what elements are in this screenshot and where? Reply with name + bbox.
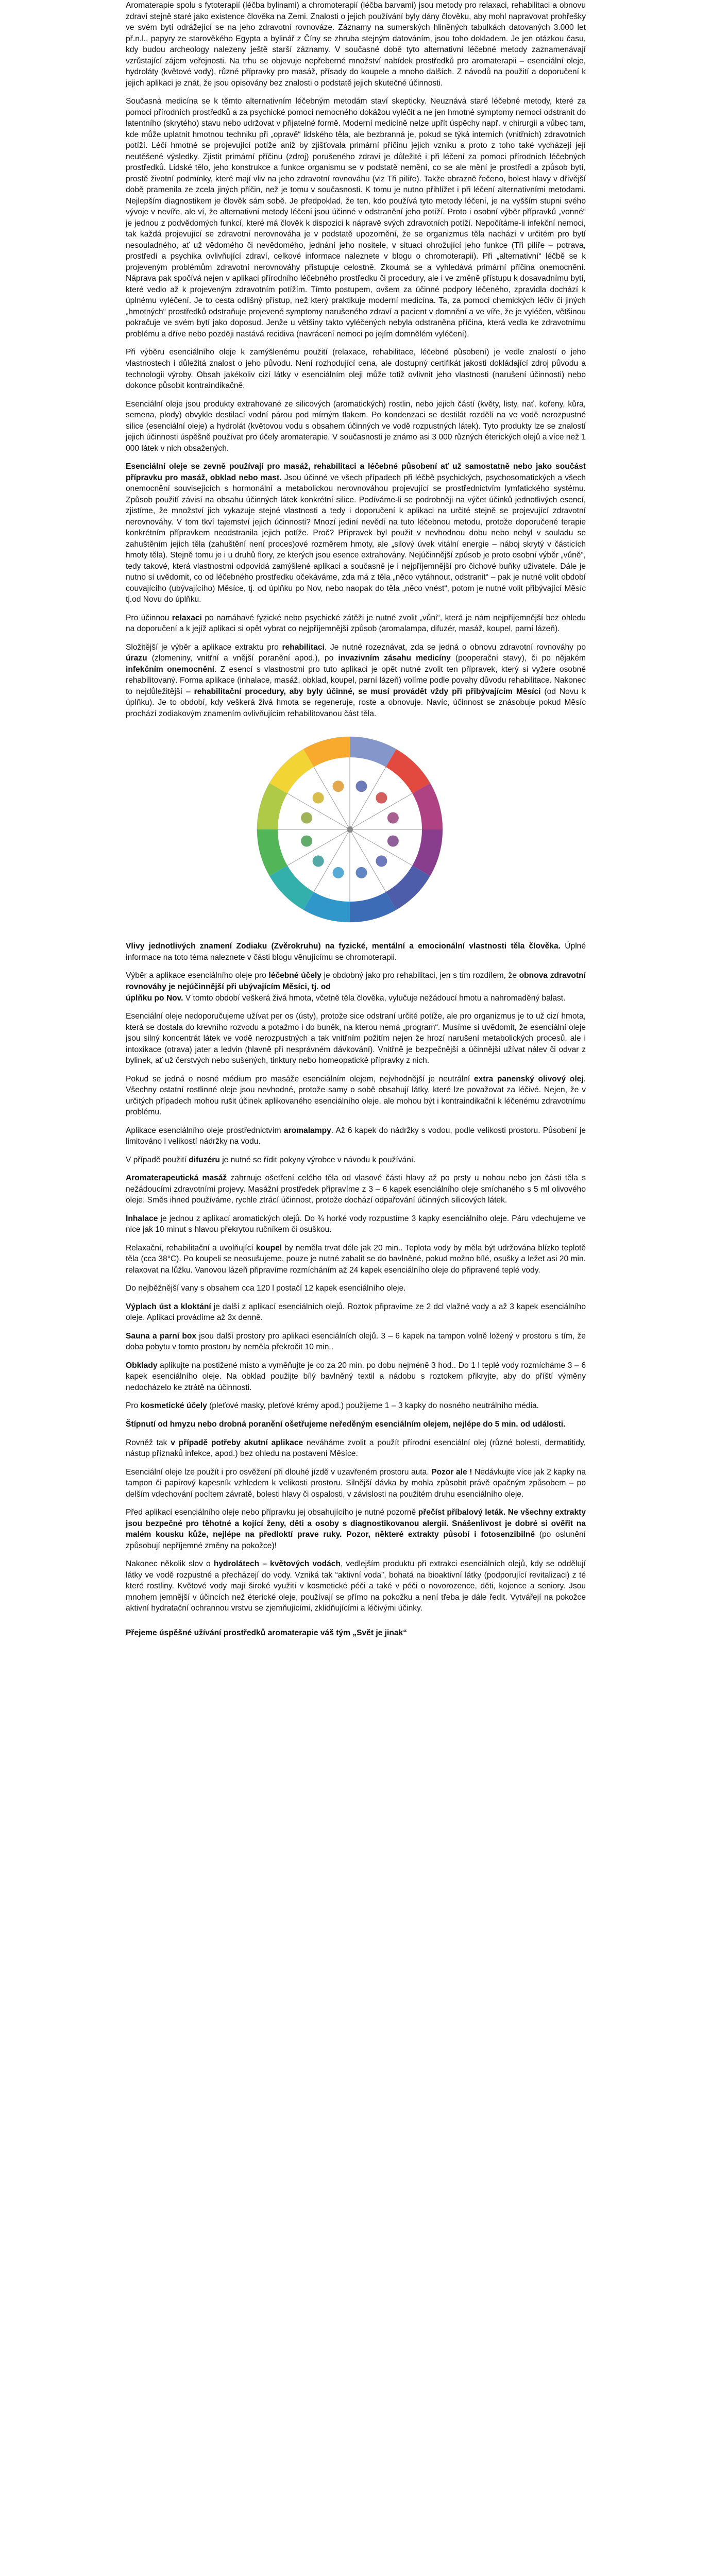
paragraph-q17 <box>126 1437 586 1460</box>
zodiac-sign-icon <box>333 867 344 878</box>
paragraph-q7 <box>126 1155 586 1166</box>
text-run: Aromaterapeutická masáž <box>126 1174 227 1183</box>
text-run: Inhalace <box>126 1214 158 1223</box>
zodiac-sign-icon <box>376 792 387 804</box>
text-run: aplikujte na postižené místo a vyměňujte je co za 20 min. po dobu nejméně 3 hod.. Do 1 l teplé vody rozmícháme 3 – 6 kapek esenciálního oleje. Na obklad použijte bílý bavlněný textil a nádobu s roztokem přikryjte, aby do příští výměny nedocházelo ke ztrátě na účinnosti. <box>126 1361 586 1392</box>
text-run: infekčním onemocnění <box>126 665 214 674</box>
text-run: jsou další prostory pro aplikaci esenciálních olejů. 3 – 6 kapek na tampon volně ložený v prostoru s tím, že doba pobytu v tomto prostoru by neměla překročit 10 min.. <box>126 1331 586 1352</box>
text-run: Aplikace esenciálního oleje prostřednictvím <box>126 1126 284 1135</box>
zodiac-sign-icon <box>356 781 367 792</box>
text-run: Pro <box>126 1401 141 1411</box>
text-run: Pozor ale ! <box>431 1467 472 1477</box>
paragraph-q4 <box>126 1011 586 1066</box>
text-run: úrazu <box>126 654 147 663</box>
closing-paragraph <box>126 1628 586 1639</box>
paragraph-p1 <box>126 0 586 89</box>
closing-line <box>126 1628 586 1639</box>
paragraph-q2 <box>126 970 586 992</box>
text-run: rehabilitační procedury, aby byly účinné, se musí provádět vždy při přibývajícím Měsíci <box>194 687 541 696</box>
text-run: Štípnutí od hmyzu nebo drobná poranění ošetřujeme neředěným esenciálním olejem, nejlépe do 5 min. od události. <box>126 1419 566 1429</box>
text-run: Pro účinnou <box>126 613 172 622</box>
paragraph-q11 <box>126 1283 586 1294</box>
text-run: (od Novu k úplňku). Je to období, kdy veškerá živá hmota se regeneruje, roste a obnovuje. Navíc, účinnost se znásobuje pokud Měsíc prochází zodiakovým znamením ovlivňujícím rehabilitovanou část těla. <box>126 687 586 718</box>
paragraph-q5 <box>126 1074 586 1118</box>
text-run: invazivním zásahu medicíny <box>338 654 451 663</box>
text-run: koupel <box>256 1243 282 1252</box>
text-run: difuzéru <box>189 1155 220 1164</box>
text-run: Současná medicína se k těmto alternativním léčebným metodám staví skepticky. Neuznává staré léčebné metody, které za pomoci přírodních prostředků a za psychické pomoci nemocného dokážou vyléčit a ne jen hmotné symptomy nemoci odstranit do latentního (skrytého) stavu nebo udržovat v přijatelné formě. Moderní medicíně nelze upřít úspěchy např. v chirurgii a vůbec tam, kde může uplatnit hmotnou techniku při „opravě“ lidského těla, ale bezbranná je, pokud se týká interních (vnitřních) zdravotních potíží. Léčí hmotné se projevující potíže aniž by zjišťovala primární příčinu jejich vzniku a proto z toho také vycházejí její neutěšené výsledky. Zjistit primární příčinu (zdroj) porušeného zdraví je důležité i při léčení za pomoci přírodních léčebných prostředků. Lidské tělo, jeho konstrukce a funkce organismu se v podstatě nemění, co se ale mění je prostředí a způsob bytí, prostě životní podmínky, které mají vliv na jeho zdravotní rovnováhu (viz Tři pilíře). Takže obrazně řečeno, bolest hlavy v dřívější době pramenila ze zcela jiných příčin, než je tomu v současnosti. K tomu je nutno přihlížet i při léčení alternativními metodami. Nejlepším diagnostikem je člověk sám sobě. Je předpoklad, že ten, kdo používá tyto metody léčení, je na vyšším stupni svého vývoje v nevíře, ale ví, že alternativní metody léčení jsou účinné v odstranění jeho potíží. Proto i osobní výběr přípravků „vonné“ je jednou z podvědomých funkcí, které má člověk k dispozici k nápravě svých zdravotních potíží. Nepočítáme-li infekční nemoci, tak každá projevující se zdravotní nerovnováha je v podstatě upozornění, že se organizmus těla nachází v určitém pro bytí nesouladného, ať už vědomého či nevědomého, jednání jeho nositele, v situaci ohrožující jeho funkce (Tři pilíře – potrava, prostředí a psychika ovlivňující zdraví, celkové informace naleznete v blogu o chromoterapii). Při „alternativní“ léčbě se k projeveným problémům zdravotní nerovnováhy přistupuje celostně. Zkoumá se a vyhledává primární příčina onemocnění. Náprava pak spočívá nejen v aplikaci přírodního léčebného prostředku či procedury, ale i ve změně přístupu k dosavadnímu bytí, které vedlo až k projeveným zdravotním potížím. Tímto postupem, ovšem za účinné podpory léčeného, zpravidla dochází k úplnému vyléčení. Je to cesta odlišný přístup, než který praktikuje moderní medicína. Ta, za pomoci chemických léčiv či jiných „hmotných“ prostředků odstraňuje projevené symptomy narušeného zdraví a pacient v domnění a ve víře, že je vyléčen, většinou pokračuje ve svém bytí jako doposud. Jenže u většiny takto vyléčených nebyla odstraněna příčina, která vedla ke zdravotnímu problému a dříve nebo později nastává recidiva (navrácení nemoci po jejím domnělém vyléčení). <box>126 97 586 338</box>
text-run: Výběr a aplikace esenciálního oleje pro <box>126 971 269 980</box>
text-run: hydrolátech – květových vodách <box>213 1560 341 1569</box>
zodiac-sign-icon <box>333 781 344 792</box>
text-run: neváháme zvolit a použít přírodní esenciální olej (různé bolesti, dermatitidy, nástup příznaků infekce, apod.) bez ohledu na postavení Měsíce. <box>126 1438 586 1459</box>
zodiac-sign-icon <box>356 867 367 878</box>
zodiac-sign-icon <box>387 812 399 824</box>
text-run: je nutné se řídit pokyny výrobce v návodu k používání. <box>219 1155 416 1164</box>
text-run: Přejeme úspěšné užívání prostředků aromaterapie váš tým „Svět je jinak“ <box>126 1628 408 1637</box>
paragraph-q3 <box>126 993 586 1004</box>
paragraph-p4 <box>126 399 586 454</box>
text-run: Relaxační, rehabilitační a uvolňující <box>126 1243 256 1252</box>
text-run: Rovněž tak <box>126 1438 171 1447</box>
text-run: Esenciální oleje lze použít i pro osvěžení při dlouhé jízdě v uzavřeném prostoru auta. <box>126 1467 432 1477</box>
paragraph-p5 <box>126 461 586 605</box>
text-run: Při výběru esenciálního oleje k zamýšlenému použití (relaxace, rehabilitace, léčebné působení) je vedle znalostí o jeho vlastnostech i důležitá znalost o jeho původu. Není rozhodující cena, ale dostupný certifikát jakosti dokládající zdroj původu a technologii výroby. Obsah jakékoliv cizí látky v esenciálním oleji může totiž ovlivnit jeho vlastnosti (narušení účinnosti) nebo dokonce působit kontraindikačně. <box>126 348 586 391</box>
text-run: (pooperační stavy), či po nějakém <box>450 654 586 663</box>
text-run: v případě potřeby akutní aplikace <box>171 1438 303 1447</box>
paragraph-p6 <box>126 613 586 635</box>
text-run: by neměla trvat déle jak 20 min.. Teplota vody by měla být udržována blízko teplotě těla (cca 38°C). Po koupeli se neosušujeme, pouze je nutné zabalit se do bavlněné, pokud možno bílé, osušky a ležet asi 20 min. relaxovat na lůžku. Vanovou lázeň připravíme rozmícháním až 24 kapek esenciálního oleje do připravené teplé vody. <box>126 1243 586 1275</box>
text-run: úplňku po Nov. <box>126 993 183 1003</box>
zodiac-sign-icon <box>387 836 399 847</box>
paragraph-q1 <box>126 941 586 963</box>
zodiac-wheel-image <box>234 726 471 933</box>
paragraph-q8 <box>126 1173 586 1206</box>
document-page <box>126 0 586 1638</box>
paragraph-p3 <box>126 347 586 391</box>
paragraph-q14 <box>126 1360 586 1394</box>
text-run: . Z esencí s vlastnostmi pro tuto aplikaci je opět nutné zvolit ten přípravek, který si vyžere osobně rehabilitovaný. Forma aplikace (inhalace, masáž, obklad, koupel, parní lázeň) volíme podle povahy důvodu rehabilitace. Nakonec to nejdůležitější – <box>126 665 586 696</box>
text-run: . Je nutné rozeznávat, zda se jedná o obnovu zdravotní rovnováhy po <box>324 642 586 652</box>
text-run: Esenciální oleje se zevně používají pro masáž, rehabilitaci a léčebné působení ať už samostatně nebo jako součást přípravku pro masáž, obklad nebo mast. <box>126 462 586 482</box>
text-run: Esenciální oleje jsou produkty extrahované ze silicových (aromatických) rostlin, nebo jejich částí (květy, listy, nať, kořeny, kůra, semena, plody) obvykle destilací vodní párou pod mírným tlakem. Po kondenzaci se destilát rozdělí na ve vodě nerozpustné silice (esenciální oleje) a hydrolát (květovou vodu s obsahem účinných ve vodě rozpustných látek). Tyto produkty lze se znalostí jejich účinnosti úspěšně používat pro účely aromaterapie. V současnosti je známo asi 3 000 různých éterických olejů a více než 1 000 látek v nich obsažených. <box>126 399 586 453</box>
text-run: Nedávkujte více jak 2 kapky na tampon či papírový kapesník vzhledem k velikosti prostoru. Silnější dávka by mohla způsobit právě opačným způsobem – po delším vdechování pocítem závratě, bolesti hlavy či ospalosti, v závislosti na použitém druhu esenciálního oleje. <box>126 1467 586 1499</box>
text-run: kosmetické účely <box>140 1401 207 1411</box>
text-run: přečíst příbalový leták. Ne všechny extrakty jsou bezpečné pro těhotné a kojící ženy, děti a osoby s diagnostikovanou alergií. Snášenlivost je dobré si ověřit na malém kousku kůže, nejlépe na předloktí prave ruky. Pozor, některé extrakty působí i fotosenzibilně <box>126 1508 586 1539</box>
paragraph-p2 <box>126 96 586 340</box>
text-run: rehabilitaci <box>282 642 325 652</box>
paragraph-q20 <box>126 1558 586 1614</box>
text-run: relaxaci <box>172 613 202 622</box>
text-block-lower <box>126 941 586 1614</box>
zodiac-sign-icon <box>301 812 312 824</box>
paragraph-q19 <box>126 1507 586 1551</box>
paragraph-p7 <box>126 642 586 720</box>
paragraph-q16 <box>126 1419 586 1430</box>
text-run: (zlomeniny, vnitřní a vnější poranění apod.), po <box>147 654 338 663</box>
text-run: Jsou účinné ve všech případech při léčbě psychických, psychosomatických a všech onemocnění souvisejících s hormonální a metabolickou nerovnováhou projevující se prostřednictvím lymfatického systému. Způsob použití závisí na obsahu účinných látek konkrétní silice. Podívámе-li se podrobněji na výčet účinků jednotlivých esencí, zjistíme, že množství jich vykazuje stejné vlastnosti a tedy i doporučení k aplikaci na určité stejně se projevující zdravotní nerovnováhy. V tom tkví tajemství jejich účinnosti? Mnozí jediní nevědí na tuto léčebnou metodu, protože doporučené terapie konkrétním přípravkem neodstranila jejich potíže. Proč? Přípravek byl použit v nevhodnou dobu nebo nebyl v souladu se zahuštěním jejich těla (zahuštění není proces)ové rozměrem hmoty, ale „silový úvek vitální energie – náboj skrytý v částicích hmoty těla). Stejně tomu je i u druhů flory, ze kterých jsou esence extrahovány. Nejúčinnější způsob je proto osobní výběr „vůně“, tedy takové, která vlastnostmi odpovídá zamýšlené aplikaci a současně je i nejpříjemnější pro čichové buňky uživatele. Dále je nutno si uvědomit, co od léčebného prostředku očekáváme, zda má z těla „něco vytáhnout, odstranit“ – pak je nutné volit období couvajícího (ubývajícího) Měsíce, tj. od úplňku po Nov, nebo naopak do těla „něco vnést“, potom je nutné volit přibývající Měsíc tj.od Novu do úplňku. <box>126 473 586 604</box>
text-run: Sauna a parní box <box>126 1331 197 1341</box>
text-run: Vlivy jednotlivých znamení Zodiaku (Zvěrokruhu) na fyzické, mentální a emocionální vlastnosti těla člověka. <box>126 942 561 951</box>
text-run: Obklady <box>126 1361 158 1370</box>
paragraph-q15 <box>126 1400 586 1412</box>
zodiac-sign-icon <box>301 836 312 847</box>
text-run: Esenciální oleje nedoporučujeme užívat per os (ústy), protože sice odstraní určité potíže, ale pro organizmus je to už cizí hmota, která se dostala do krevního rozvodu a potažmo i do buněk, na kterou nemá „program“. Musíme si uvědomit, že esenciální oleje jsou silný koncentrát látek ve vodě nerozpustných a tak vnitřním požitím nejen že hrozí narušení metabolických procesů, ale i intoxikace (otrava) jater a ledvin (hlavně při nesprávném dávkování). Vnitřně je bezpečnější a účinnější užívat nálev či odvar z bylinek, ať už čerstvých nebo sušených, tinktury nebo homeopatické přípravky z nich. <box>126 1012 586 1065</box>
text-run: léčebné účely <box>268 971 321 980</box>
text-run: je další z aplikací esenciálních olejů. Roztok připravíme ze 2 dcl vlažné vody a až 3 kapek esenciálního oleje. Aplikaci provádíme až 3x denně. <box>126 1302 586 1323</box>
text-run: Pokud se jedná o nosné médium pro masáže esenciálním olejem, nejvhodnější je neutrální <box>126 1074 474 1083</box>
paragraph-q6 <box>126 1125 586 1147</box>
text-run: Složitější je výběr a aplikace extraktu pro <box>126 642 282 652</box>
text-run: Před aplikací esenciálního oleje nebo přípravku jej obsahujícího je nutné pozorně <box>126 1508 418 1517</box>
text-block-upper <box>126 0 586 719</box>
paragraph-q18 <box>126 1467 586 1500</box>
text-run: zahrnuje ošetření celého těla od vlasové části hlavy až po prsty u nohou nebo jen části těla s nežádoucími zdravotními projevy. Masážní prostředek připravíme z 3 – 6 kapek esenciálního oleje smíchaného s 5 ml olivového oleje. Směs ihned používáme, rychle ztrácí účinnost, protože dochází odpařování účinných silicových látek. <box>126 1174 586 1205</box>
text-run: Úplné informace na toto téma naleznete v části blogu věnujícímu se chromoterapii. <box>126 942 586 962</box>
zodiac-sign-icon <box>376 856 387 867</box>
text-run: . Až 6 kapek do nádržky s vodou, podle velikosti prostoru. Působení je limitováno i velikostí nádržky na vodu. <box>126 1126 586 1146</box>
text-run: (po oslunění způsobují nepříjemné změny na pokožce)! <box>126 1530 586 1550</box>
text-run: extra panenský olivový olej <box>473 1074 584 1083</box>
paragraph-q12 <box>126 1301 586 1324</box>
text-run: je jednou z aplikací aromatických olejů. Do ¾ horké vody rozpustíme 3 kapky esenciálního oleje. Páru vdechujeme ve nice jak 10 minut s hlavou překrytou ručníkem či osuškou. <box>126 1214 586 1234</box>
text-run: Aromaterapie spolu s fytoterapií (léčba bylinami) a chromoterapií (léčba barvami) jsou metody pro relaxaci, rehabilitaci a obnovu zdraví stejně staré jako existence člověka na Zemi. Znalosti o jejich používání byly dány člověku, aby mohl napravovat prohřešky ve svém bytí odrážející se na jeho zdravotní rovnováze. Záznamy na sumerských hliněných tabulkách datovaných 3.000 let př.n.l., papyry ze starověkého Egypta a bylinář z Číny se zhruba stejným datováním, jsou toho dokladem. Je jen otázkou času, kdy budou archeology nalezeny ještě starší záznamy. V současné době tyto alternativní léčebné metody zaznamenávají vzrůstající zájem veřejnosti. Na trhu se objevuje nepřeberné množství nabídek prostředků pro aromaterapii – esenciální oleje, hydroláty (květové vody), různé přípravky pro masáž, přísady do koupele a mnoho dalších. Z návodů na použití a doporučení k jejich aplikaci je znát, že jsou opisovány bez znalosti o podstatě jejich skutečné účinnosti. <box>126 1 586 88</box>
text-run: . Všechny ostatní rostlinné oleje jsou nevhodné, protože samy o sobě obsahují látky, které lze považovat za léčivé. Nejen, že v určitých případech mohou rušit účinek aplikovaného esenciálního oleje, ale mohou být i kontraindikační k léčenému zdravotnímu problému. <box>126 1074 586 1117</box>
text-run: aromalampy <box>283 1126 331 1135</box>
text-run: je obdobný jako pro rehabilitaci, jen s tím rozdílem, že <box>321 971 519 980</box>
wheel-hub <box>347 826 353 833</box>
text-run: obnova zdravotní rovnováhy je nejúčinnější při ubývajícím Měsíci, tj. od <box>126 971 586 991</box>
zodiac-sign-icon <box>313 856 324 867</box>
zodiac-wheel-figure <box>126 724 586 936</box>
zodiac-sign-icon <box>313 792 324 804</box>
paragraph-q13 <box>126 1331 586 1353</box>
text-run: (pleťové masky, pleťové krémy apod.) použijeme 1 – 3 kapky do nosného neutrálního média. <box>207 1401 539 1411</box>
text-run: , vedlejším produktu při extrakci esenciálních olejů, kdy se oddělují látky ve vodě rozpustné a přecházejí do vody. Vzniká tak “aktivní voda”, bohatá na bioaktivní látky (podporující revitalizaci) z té které rostliny. Květové vody mají široké využití v kosmetické péči a také v péči o novorozence, děti, kojence a seniory. Jsou mnohem jemnější v účincích než éterické oleje, používají se přímo na pokožku a není třeba je dále ředit. Vytvářejí na pokožce aktivní hydratační ochrannou vrstvu se zjemňujícími, zklidňujícími a léčivými účinky. <box>126 1560 586 1613</box>
text-run: Nakonec několik slov o <box>126 1560 214 1569</box>
text-run: V tomto období veškerá živá hmota, včetně těla člověka, vylučuje nežádoucí hmotu a nahromaděný balast. <box>183 993 566 1003</box>
text-run: Výplach úst a kloktání <box>126 1302 211 1311</box>
paragraph-q9 <box>126 1213 586 1235</box>
text-run: po namáhavé fyzické nebo psychické zátěži je nutné zvolit „vůni“, která je nám nejpříjemnější bez ohledu na doporučení a k jejíž aplikaci si opět vybrat co nejpříjemnější způsob (aromalampa, difuzér, masáž, koupel, parní lázeň). <box>126 613 586 634</box>
text-run: V případě použití <box>126 1155 189 1164</box>
text-run: Do nejběžnější vany s obsahem cca 120 l postačí 12 kapek esenciálního oleje. <box>126 1284 406 1293</box>
paragraph-q10 <box>126 1243 586 1276</box>
